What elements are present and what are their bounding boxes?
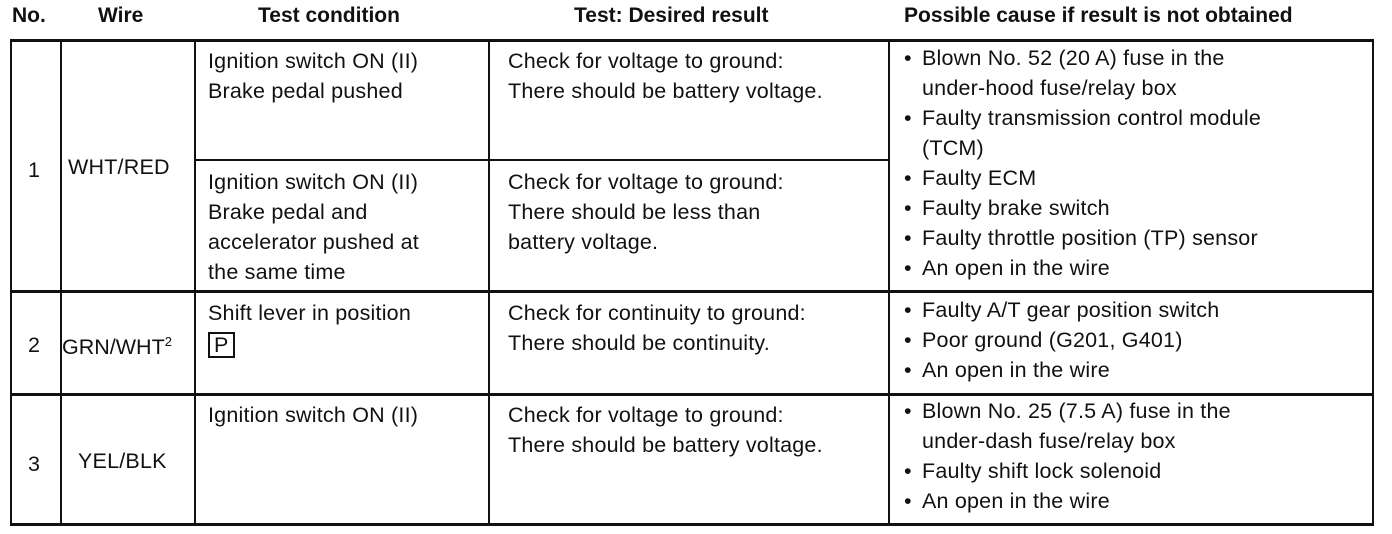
header-no: No.: [12, 4, 46, 27]
row1-wire: WHT/RED: [68, 155, 170, 179]
row3-result: Check for voltage to ground: There should be battery voltage.: [508, 403, 823, 457]
column-divider-no-wire: [60, 39, 62, 526]
table-right-border: [1372, 39, 1374, 526]
row1b-result: Check for voltage to ground: There should be less than battery voltage.: [508, 170, 784, 254]
list-item: • An open in the wire: [904, 256, 1110, 280]
header-wire: Wire: [98, 4, 144, 27]
table-left-border: [10, 39, 12, 526]
list-item: • Faulty A/T gear position switch: [904, 298, 1220, 322]
row2-wire: GRN/WHT$^2$: [62, 334, 172, 359]
row2-number: 2: [28, 333, 41, 357]
list-item: • Poor ground (G201, G401): [904, 328, 1183, 352]
row1-causes: [904, 43, 1261, 283]
list-item: • Faulty throttle position (TP) sensor: [904, 226, 1258, 250]
column-divider-wire-condition: [194, 39, 196, 526]
row1b-condition: Ignition switch ON (II) Brake pedal and accelerator pushed at the same time: [208, 170, 419, 284]
header-possible-cause: Possible cause if result is not obtained: [904, 4, 1293, 27]
table-top-border: [10, 39, 1374, 42]
row2-result: Check for continuity to ground: There should be continuity.: [508, 301, 806, 355]
list-item: • An open in the wire: [904, 358, 1110, 382]
column-divider-condition-result: [488, 39, 490, 526]
list-item: • Faulty transmission control module (TCM): [904, 106, 1261, 160]
list-item: • Faulty ECM: [904, 166, 1037, 190]
header-test-condition: Test condition: [258, 4, 400, 27]
row2-causes: [904, 295, 1219, 385]
row3-condition: Ignition switch ON (II): [208, 403, 419, 427]
row2-condition: Shift lever in position P: [208, 301, 411, 357]
list-item: • Faulty brake switch: [904, 196, 1110, 220]
row-divider-1-2: [10, 290, 1374, 293]
row1-sub-divider: [194, 159, 888, 161]
list-item: • Blown No. 25 (7.5 A) fuse in the under-dash fuse/relay box: [904, 399, 1231, 453]
column-divider-result-cause: [888, 39, 890, 526]
row1-number: 1: [28, 158, 41, 182]
list-item: • Faulty shift lock solenoid: [904, 459, 1162, 483]
row3-wire: YEL/BLK: [78, 449, 167, 473]
shift-position-p-symbol: P: [208, 332, 235, 358]
row3-number: 3: [28, 452, 41, 476]
row1a-result: Check for voltage to ground: There should be battery voltage.: [508, 49, 823, 103]
list-item: • Blown No. 52 (20 A) fuse in the under-hood fuse/relay box: [904, 46, 1225, 100]
table-bottom-border: [10, 523, 1374, 526]
footnote-marker: 2: [164, 334, 172, 349]
list-item: • An open in the wire: [904, 489, 1110, 513]
header-desired-result: Test: Desired result: [574, 4, 769, 27]
row1a-condition: Ignition switch ON (II) Brake pedal pushed: [208, 49, 419, 103]
row3-causes: [904, 396, 1231, 516]
